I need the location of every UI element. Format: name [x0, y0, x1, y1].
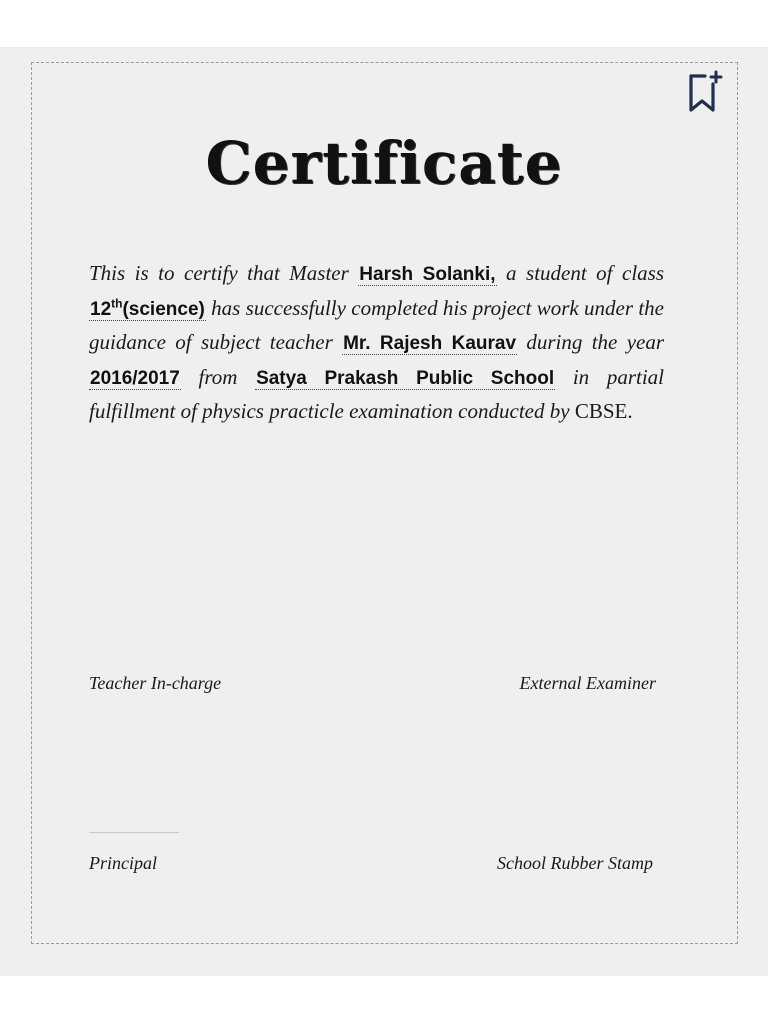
- teacher-name: Mr. Rajesh Kaurav: [343, 333, 517, 354]
- body-text-3: has successfully completed his project work under the guidance of subject teacher: [89, 295, 665, 354]
- body-text-4: during the year: [526, 330, 665, 354]
- school-stamp-label: School Rubber Stamp: [497, 853, 653, 873]
- class-field: [89, 296, 206, 321]
- academic-year: 2016/2017: [90, 367, 180, 389]
- student-name: Harsh Solanki,: [359, 264, 496, 285]
- principal-signature-line: [89, 832, 179, 833]
- board-name: CBSE.: [574, 399, 633, 423]
- teacher-incharge-label: Teacher In-charge: [89, 673, 222, 693]
- body-text-1: This is to certify that Master: [89, 261, 359, 285]
- certificate-page: [0, 47, 768, 976]
- add-bookmark-button[interactable]: [676, 65, 734, 125]
- class-number: 12: [90, 298, 112, 320]
- certificate-body: [89, 257, 664, 428]
- body-text-6: in partial fulfillment of physics practicle examination conducted by: [89, 364, 664, 423]
- class-suffix: th: [111, 296, 123, 311]
- school-name: Satya Prakash Public School: [256, 367, 555, 389]
- class-stream: (science): [122, 298, 205, 320]
- external-examiner-label: External Examiner: [519, 673, 656, 693]
- principal-label: Principal: [89, 853, 157, 873]
- bookmark-add-icon: [685, 70, 725, 121]
- body-text-2: a student of class: [506, 261, 665, 285]
- certificate-title: Certificate: [205, 129, 563, 197]
- body-text-5: from: [198, 364, 256, 389]
